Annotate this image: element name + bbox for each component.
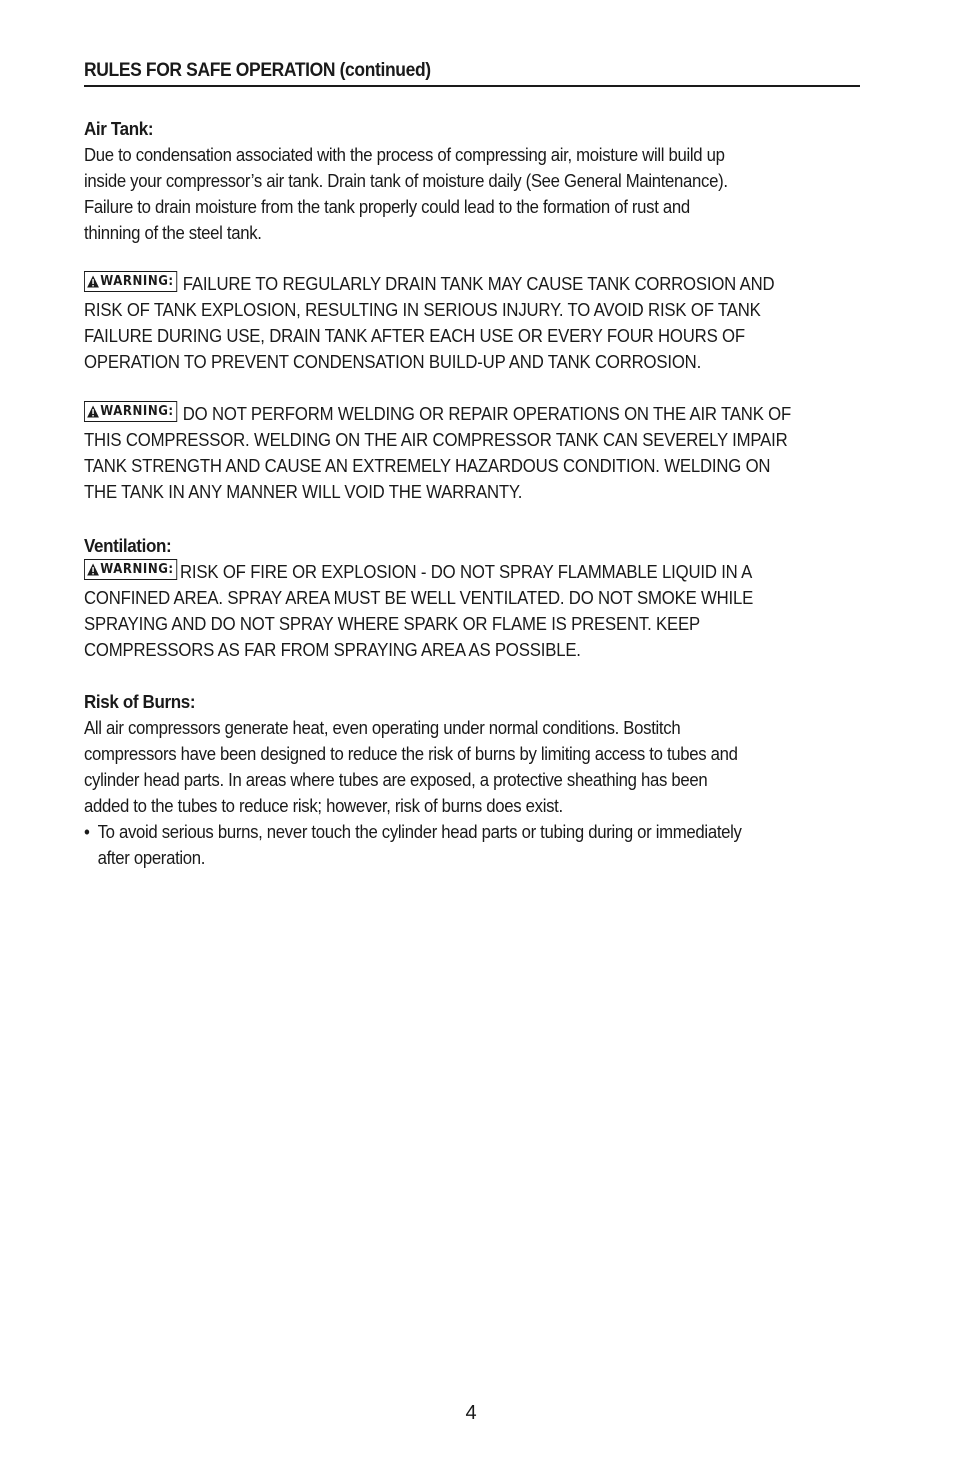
bullet-line: To avoid serious burns, never touch the cylinder head parts or tubing during or immediately: [97, 821, 742, 842]
warning-line: FAILURE TO REGULARLY DRAIN TANK MAY CAUSE TANK CORROSION AND: [182, 273, 775, 294]
burns-line: compressors have been designed to reduce the risk of burns by limiting access to tubes and: [84, 743, 738, 764]
risk-of-burns-heading: Risk of Burns:: [84, 691, 196, 712]
ventilation-section: [84, 533, 860, 663]
burns-line: added to the tubes to reduce risk; however, risk of burns does exist.: [84, 795, 563, 816]
warning-badge-label: WARNING:: [100, 562, 174, 577]
warning-badge: [84, 559, 177, 580]
ventilation-heading: Ventilation:: [84, 535, 172, 556]
warning-line: RISK OF TANK EXPLOSION, RESULTING IN SERIOUS INJURY. TO AVOID RISK OF TANK: [84, 299, 761, 320]
warning-line: THE TANK IN ANY MANNER WILL VOID THE WARRANTY.: [84, 481, 523, 502]
burns-line: cylinder head parts. In areas where tubes are exposed, a protective sheathing has been: [84, 769, 708, 790]
warning-welding: [84, 401, 860, 505]
section-header: [84, 60, 860, 87]
risk-of-burns-section: [84, 689, 860, 871]
risk-of-burns-paragraph: [84, 715, 860, 871]
warning-badge: [84, 271, 177, 292]
warning-line: FAILURE DURING USE, DRAIN TANK AFTER EACH USE OR EVERY FOUR HOURS OF: [84, 325, 745, 346]
warning-triangle-icon: [87, 563, 100, 576]
warning-welding-text: [84, 401, 860, 505]
air-tank-line: Due to condensation associated with the process of compressing air, moisture will build up: [84, 144, 725, 165]
warning-line: THIS COMPRESSOR. WELDING ON THE AIR COMPRESSOR TANK CAN SEVERELY IMPAIR: [84, 429, 788, 450]
warning-line: DO NOT PERFORM WELDING OR REPAIR OPERATIONS ON THE AIR TANK OF: [182, 403, 792, 424]
ventilation-warning-text: [84, 559, 860, 663]
warning-line: OPERATION TO PREVENT CONDENSATION BUILD-UP AND TANK CORROSION.: [84, 351, 702, 372]
page-number: 4: [465, 1402, 477, 1424]
air-tank-section: [84, 116, 860, 246]
warning-badge-label: WARNING:: [100, 274, 174, 289]
warning-line: RISK OF FIRE OR EXPLOSION - DO NOT SPRAY FLAMMABLE LIQUID IN A: [180, 561, 753, 582]
warning-tank-drain-text: [84, 271, 860, 375]
list-item: [84, 819, 860, 871]
air-tank-line: inside your compressor’s air tank. Drain tank of moisture daily (See General Maintenance).: [84, 170, 728, 191]
warning-badge: [84, 401, 177, 422]
warning-line: TANK STRENGTH AND CAUSE AN EXTREMELY HAZARDOUS CONDITION. WELDING ON: [84, 455, 771, 476]
air-tank-line: thinning of the steel tank.: [84, 222, 262, 243]
warning-tank-drain: [84, 271, 860, 375]
warning-line: SPRAYING AND DO NOT SPRAY WHERE SPARK OR FLAME IS PRESENT. KEEP: [84, 613, 700, 634]
warning-line: CONFINED AREA. SPRAY AREA MUST BE WELL VENTILATED. DO NOT SMOKE WHILE: [84, 587, 754, 608]
warning-triangle-icon: [87, 405, 100, 418]
bullet-marker: •: [84, 821, 90, 842]
air-tank-heading: Air Tank:: [84, 118, 154, 139]
burns-line: All air compressors generate heat, even operating under normal conditions. Bostitch: [84, 717, 681, 738]
air-tank-line: Failure to drain moisture from the tank properly could lead to the formation of rust and: [84, 196, 690, 217]
warning-triangle-icon: [87, 275, 100, 288]
air-tank-paragraph: [84, 142, 860, 246]
warning-badge-label: WARNING:: [100, 404, 174, 419]
bullet-line: after operation.: [97, 847, 206, 868]
page-title: RULES FOR SAFE OPERATION (continued): [84, 60, 431, 81]
warning-line: COMPRESSORS AS FAR FROM SPRAYING AREA AS POSSIBLE.: [84, 639, 581, 660]
